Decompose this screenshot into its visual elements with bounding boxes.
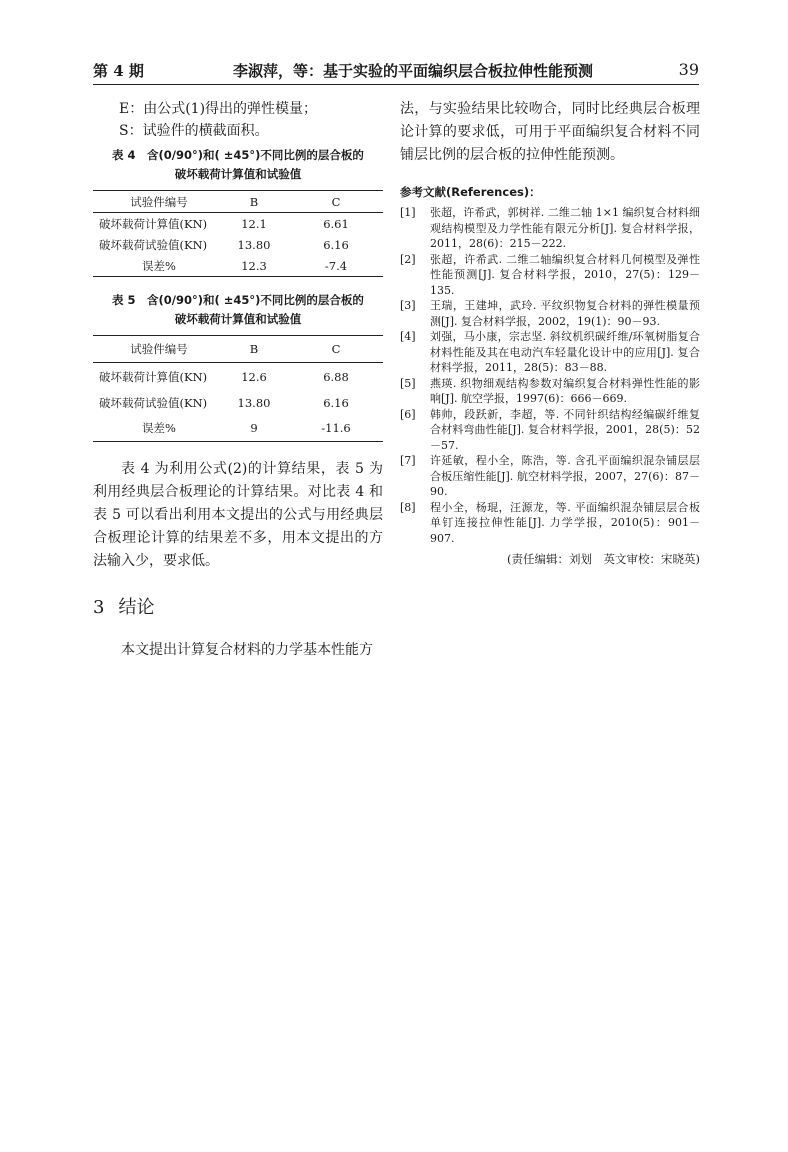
reference-item: [400, 500, 700, 547]
reference-list: [400, 205, 700, 546]
results-paragraph: 表 4 为利用公式(2)的计算结果，表 5 为利用经典层合板理论的计算结果。对比表 4 和表 5 可以看出利用本文提出的公式与用经典层合板理论计算的结果差不多，用本文提出的方法输入少，要求低。: [93, 461, 383, 569]
table-cell: 6.16: [323, 396, 349, 410]
table-cell: 破坏载荷计算值(KN): [99, 216, 208, 231]
header-rule: [93, 84, 699, 85]
table-header-cell: C: [331, 342, 341, 356]
table-header-cell: B: [249, 342, 259, 356]
table-cell: 9: [250, 421, 258, 435]
reference-number: [7]: [400, 454, 416, 467]
table-header-cell: 试验件编号: [130, 194, 188, 209]
table-header-row: [93, 336, 383, 363]
page-number: 39: [678, 60, 699, 79]
table-4: [93, 190, 383, 277]
variable-e-definition: E：由公式(1)得出的弹性模量；: [119, 101, 318, 117]
table-row: [93, 255, 383, 277]
right-column: [400, 98, 700, 568]
table-header-cell: C: [331, 194, 341, 209]
table-cell: 12.3: [241, 258, 267, 273]
table-cell: 破坏载荷试验值(KN): [99, 396, 208, 410]
table-cell: 12.1: [241, 216, 267, 231]
reference-text: 许延敏，程小全，陈浩，等. 含孔平面编织混杂铺层层合板压缩性能[J]. 航空材料学报，2007，27(6)：87－90.: [430, 454, 700, 498]
table-row: [93, 415, 383, 442]
table-cell: 6.16: [323, 237, 349, 252]
variable-s-definition: S：试验件的横截面积。: [119, 123, 269, 139]
reference-number: [8]: [400, 500, 416, 514]
table-row: [93, 234, 383, 255]
reference-text: 王瑞，王建坤，武玲. 平纹织物复合材料的弹性模量预测[J]. 复合材料学报，2002，19(1)：90－93.: [430, 299, 700, 328]
table-cell: 13.80: [237, 396, 271, 410]
table-cell: -11.6: [321, 421, 351, 435]
table-header-cell: 试验件编号: [130, 342, 188, 356]
table4-caption-line1: 表 4 含(0/90°)和( ±45°)不同比例的层合板的: [112, 148, 364, 162]
table-row: [93, 213, 383, 235]
reference-text: 程小全，杨琨，汪源龙，等. 平面编织混杂铺层层合板单钉连接拉伸性能[J]. 力学学报，2010(5)：901－907.: [430, 500, 700, 545]
running-title: 李淑萍，等：基于实验的平面编织层合板拉伸性能预测: [233, 62, 594, 80]
table5-caption-line1: 表 5 含(0/90°)和( ±45°)不同比例的层合板的: [112, 293, 364, 307]
reference-text: 张超，许希武，郭树祥. 二维二轴 1×1 编织复合材料细观结构模型及力学性能有限元分析[J]. 复合材料学报，2011，28(6)：215－222.: [430, 206, 700, 250]
conclusion-paragraph-continued: 法，与实验结果比较吻合，同时比经典层合板理论计算的要求低，可用于平面编织复合材料不同铺层比例的层合板的拉伸性能预测。: [400, 101, 700, 163]
running-header: [93, 60, 699, 82]
table-cell: -7.4: [324, 258, 348, 273]
table-cell: 6.88: [323, 370, 349, 384]
reference-item: [400, 329, 700, 376]
table-cell: 6.61: [323, 216, 349, 231]
reference-item: [400, 205, 700, 252]
reference-number: [1]: [400, 206, 416, 219]
table-cell: 13.80: [237, 237, 271, 252]
reference-item: [400, 453, 700, 500]
section-title: 结论: [118, 597, 155, 618]
reference-text: 张超，许希武. 二维二轴编织复合材料几何模型及弹性性能预测[J]. 复合材料学报，2010，27(5)：129－135.: [430, 252, 700, 297]
reference-number: [5]: [400, 376, 416, 390]
left-column: [93, 98, 383, 662]
reference-item: [400, 407, 700, 454]
reference-item: [400, 252, 700, 299]
table-header-row: [93, 191, 383, 213]
reference-number: [3]: [400, 299, 416, 312]
table-row: [93, 391, 383, 415]
table-5: [93, 335, 383, 442]
table-cell: 破坏载荷计算值(KN): [99, 370, 208, 384]
table-cell: 12.6: [241, 370, 267, 384]
editor-note: (责任编辑：刘划 英文审校：宋晓英): [507, 552, 700, 566]
conclusion-paragraph-start: 本文提出计算复合材料的力学基本性能方: [121, 642, 373, 658]
table-row: [93, 363, 383, 392]
reference-text: 燕瑛. 织物细观结构参数对编织复合材料弹性性能的影响[J]. 航空学报，1997(6)：666－669.: [430, 376, 700, 405]
references-heading: 参考文献(References)：: [400, 185, 541, 199]
table-cell: 破坏载荷试验值(KN): [99, 237, 208, 252]
reference-number: [6]: [400, 407, 416, 421]
table4-caption-line2: 破坏载荷计算值和试验值: [174, 167, 302, 181]
reference-text: 刘强，马小康，宗志坚. 斜纹机织碳纤维/环氧树脂复合材料性能及其在电动汽车轻量化设计中的应用[J]. 复合材料学报，2011，28(5)：83－88.: [430, 330, 700, 374]
reference-number: [2]: [400, 252, 416, 266]
section-heading: [93, 595, 383, 621]
table-header-cell: B: [249, 194, 259, 209]
reference-text: 韩帅，段跃新，李超，等. 不同针织结构经编碳纤维复合材料弯曲性能[J]. 复合材料学报，2001，28(5)：52－57.: [430, 407, 700, 452]
reference-item: [400, 376, 700, 407]
table5-caption-line2: 破坏载荷计算值和试验值: [174, 312, 302, 326]
reference-item: [400, 298, 700, 329]
issue-label: 第 4 期: [93, 62, 144, 80]
table-cell: 误差%: [142, 421, 176, 435]
reference-number: [4]: [400, 330, 416, 343]
section-number: 3: [93, 597, 105, 618]
table-cell: 误差%: [142, 258, 176, 273]
